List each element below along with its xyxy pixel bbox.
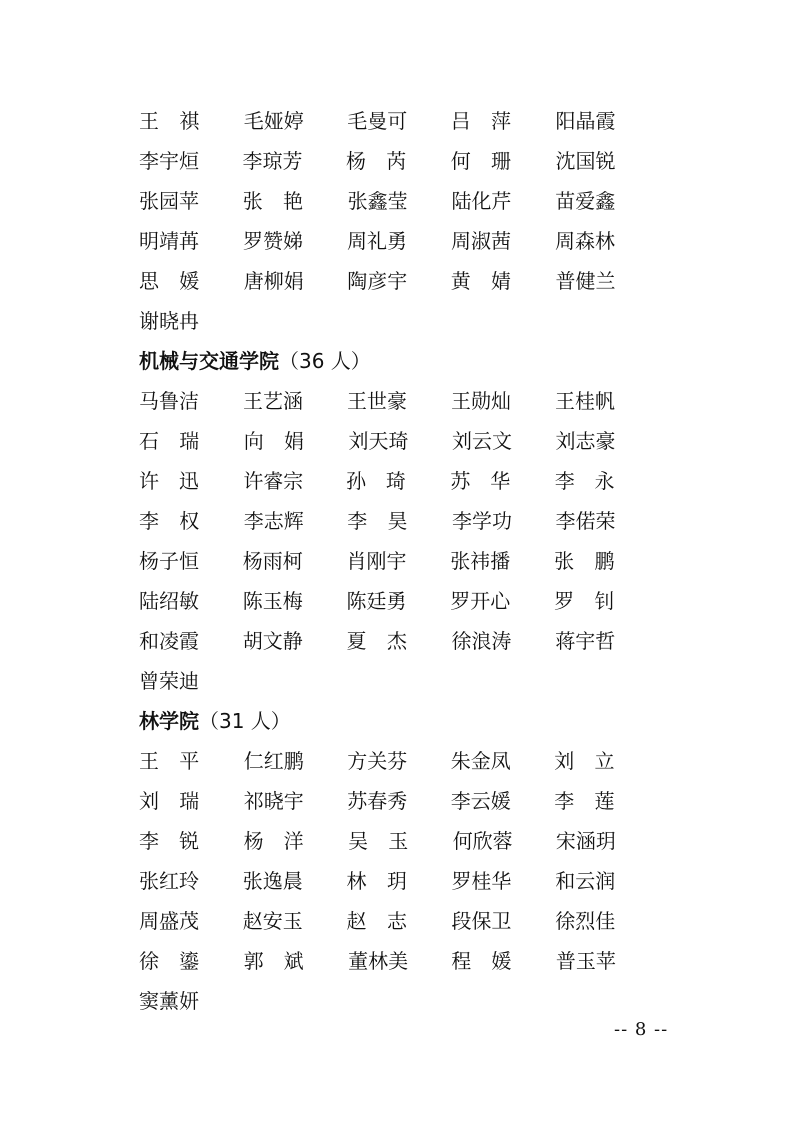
person-name: 窦薰妍 [139, 989, 199, 1013]
person-name: 思 媛 [139, 269, 200, 293]
person-name: 普玉苹 [555, 949, 616, 973]
person-name: 陆化芹 [451, 189, 512, 213]
person-name: 杨 芮 [346, 149, 407, 173]
person-name: 胡文静 [242, 629, 303, 653]
section-heading [139, 701, 659, 741]
person-name: 李 权 [139, 509, 200, 533]
person-name: 苏春秀 [347, 789, 408, 813]
section-count: （31 人） [199, 709, 291, 733]
person-name: 沈国锐 [555, 149, 616, 173]
person-name: 罗赞娣 [243, 229, 303, 253]
person-name: 陶彦宇 [347, 269, 408, 293]
person-name: 张红玲 [139, 869, 199, 893]
person-name: 李志辉 [243, 509, 304, 533]
person-name: 唐柳娟 [243, 269, 304, 293]
person-name: 吴 玉 [348, 829, 409, 853]
person-name: 周盛茂 [139, 909, 199, 933]
person-name: 李学功 [452, 509, 512, 533]
person-name: 苏 华 [450, 469, 511, 493]
name-row [139, 421, 659, 461]
person-name: 朱金凤 [450, 749, 511, 773]
person-name: 和云润 [555, 869, 616, 893]
person-name: 许睿宗 [243, 469, 304, 493]
section-count: （36 人） [279, 349, 371, 373]
name-row [139, 461, 659, 501]
person-name: 郭 斌 [243, 949, 304, 973]
person-name: 李 昊 [347, 509, 408, 533]
name-row [139, 261, 659, 301]
person-name: 赵安玉 [242, 909, 303, 933]
person-name: 林 玥 [346, 869, 407, 893]
person-name: 王艺涵 [243, 389, 303, 413]
person-name: 何 珊 [450, 149, 511, 173]
person-name: 刘云文 [452, 429, 512, 453]
person-name: 李琼芳 [242, 149, 303, 173]
name-row [139, 821, 659, 861]
person-name: 宋涵玥 [555, 829, 616, 853]
person-name: 马鲁洁 [139, 389, 199, 413]
person-name: 徐 鎏 [139, 949, 200, 973]
person-name: 和凌霞 [139, 629, 199, 653]
name-row [139, 861, 659, 901]
person-name: 张祎播 [450, 549, 511, 573]
person-name: 周淑茜 [451, 229, 511, 253]
person-name: 李偌荣 [555, 509, 616, 533]
person-name: 董林美 [348, 949, 409, 973]
person-name: 赵 志 [346, 909, 407, 933]
person-name: 谢晓冉 [139, 309, 199, 333]
name-row [139, 141, 659, 181]
person-name: 明靖苒 [139, 229, 199, 253]
name-row [139, 741, 659, 781]
person-name: 杨 洋 [243, 829, 304, 853]
name-row [139, 301, 659, 341]
person-name: 祁晓宇 [243, 789, 304, 813]
person-name: 张 鹏 [554, 549, 615, 573]
name-list [139, 101, 659, 1021]
person-name: 罗 钊 [554, 589, 615, 613]
person-name: 刘志豪 [555, 429, 616, 453]
name-row [139, 541, 659, 581]
person-name: 张鑫莹 [347, 189, 408, 213]
person-name: 苗爱鑫 [555, 189, 616, 213]
person-name: 张逸晨 [242, 869, 303, 893]
name-row [139, 981, 659, 1021]
person-name: 向 娟 [243, 429, 304, 453]
person-name: 罗开心 [450, 589, 511, 613]
page-number: -- 8 -- [614, 1019, 669, 1040]
name-row [139, 181, 659, 221]
section-title: 机械与交通学院 [139, 349, 279, 373]
person-name: 陈玉梅 [242, 589, 303, 613]
name-row [139, 941, 659, 981]
person-name: 何欣蓉 [452, 829, 513, 853]
name-row [139, 501, 659, 541]
person-name: 石 瑞 [139, 429, 200, 453]
person-name: 王桂帆 [555, 389, 615, 413]
person-name: 黄 婧 [450, 269, 511, 293]
person-name: 王 祺 [139, 109, 200, 133]
person-name: 王勋灿 [451, 389, 511, 413]
person-name: 阳晶霞 [555, 109, 616, 133]
person-name: 刘天琦 [348, 429, 409, 453]
name-row [139, 101, 659, 141]
person-name: 周礼勇 [347, 229, 407, 253]
name-row [139, 581, 659, 621]
person-name: 吕 萍 [450, 109, 511, 133]
person-name: 普健兰 [555, 269, 616, 293]
person-name: 李 锐 [139, 829, 200, 853]
person-name: 王世豪 [347, 389, 407, 413]
section-title: 林学院 [139, 709, 199, 733]
person-name: 徐浪涛 [451, 629, 512, 653]
person-name: 刘 立 [554, 749, 615, 773]
person-name: 张园苹 [139, 189, 199, 213]
person-name: 罗桂华 [451, 869, 512, 893]
person-name: 程 媛 [451, 949, 512, 973]
person-name: 毛娅婷 [243, 109, 304, 133]
person-name: 张 艳 [242, 189, 304, 213]
person-name: 李 永 [554, 469, 615, 493]
person-name: 孙 琦 [346, 469, 406, 493]
person-name: 段保卫 [451, 909, 512, 933]
name-row [139, 221, 659, 261]
person-name: 李 莲 [554, 789, 615, 813]
person-name: 曾荣迪 [139, 669, 199, 693]
person-name: 李云媛 [450, 789, 511, 813]
name-row [139, 661, 659, 701]
name-row [139, 781, 659, 821]
person-name: 方关芬 [347, 749, 408, 773]
name-row [139, 901, 659, 941]
person-name: 许 迅 [139, 469, 199, 493]
person-name: 肖刚宇 [346, 549, 407, 573]
person-name: 杨雨柯 [242, 549, 303, 573]
person-name: 徐烈佳 [555, 909, 616, 933]
person-name: 仁红鹏 [243, 749, 304, 773]
person-name: 李宇烜 [139, 149, 199, 173]
section-heading [139, 341, 659, 381]
person-name: 刘 瑞 [139, 789, 200, 813]
person-name: 夏 杰 [346, 629, 407, 653]
name-row [139, 381, 659, 421]
person-name: 陈廷勇 [346, 589, 407, 613]
person-name: 陆绍敏 [139, 589, 199, 613]
person-name: 毛曼可 [347, 109, 408, 133]
name-row [139, 621, 659, 661]
person-name: 周森林 [555, 229, 615, 253]
person-name: 蒋宇哲 [555, 629, 616, 653]
person-name: 王 平 [139, 749, 200, 773]
person-name: 杨子恒 [139, 549, 199, 573]
